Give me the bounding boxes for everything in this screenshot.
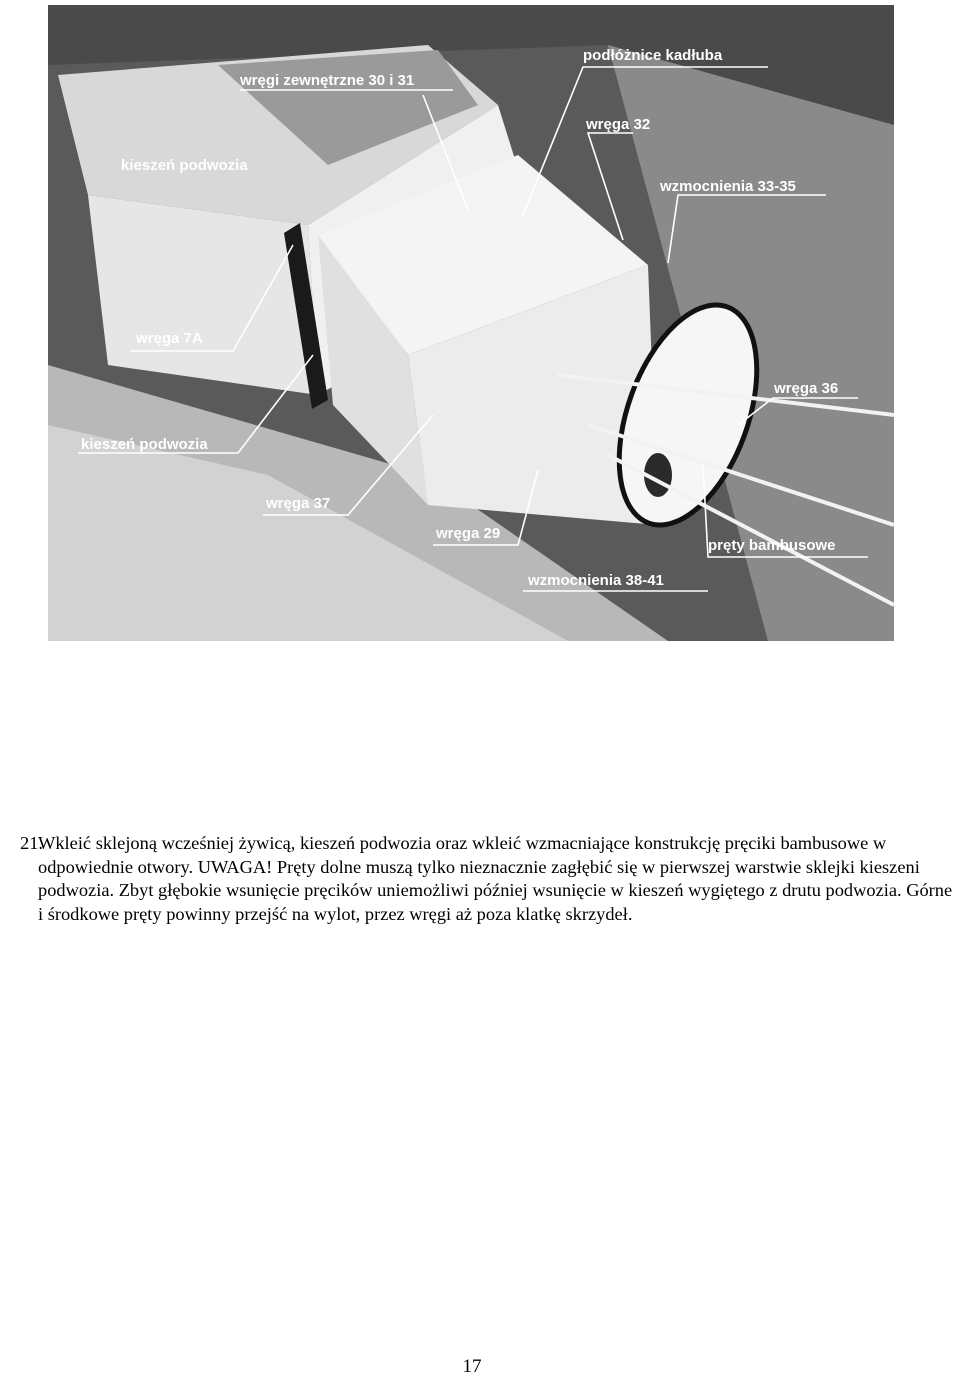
label-wregi-zewnetrzne: wręgi zewnętrzne 30 i 31: [240, 72, 415, 89]
step-number: 21.: [20, 833, 43, 853]
label-wrega-32: wręga 32: [586, 116, 651, 133]
instruction-paragraph: [20, 832, 955, 926]
label-wzmocnienia-33-35: wzmocnienia 33-35: [660, 178, 796, 195]
label-wrega-7a: wręga 7A: [136, 330, 203, 347]
label-wrega-37: wręga 37: [266, 495, 331, 512]
page-number: 17: [462, 1356, 482, 1377]
label-wzmocnienia-38-41: wzmocnienia 38-41: [528, 572, 664, 589]
label-wrega-29: wręga 29: [436, 525, 501, 542]
model-photo: [48, 5, 894, 641]
label-wrega-36: wręga 36: [774, 380, 839, 397]
label-prety-bambusowe: pręty bambusowe: [708, 537, 836, 554]
label-kieszen-podwozia-top: kieszeń podwozia: [121, 157, 248, 174]
label-kieszen-podwozia-left: kieszeń podwozia: [81, 436, 208, 453]
fuselage-illustration: [48, 5, 894, 641]
step-text: Wkleić sklejoną wcześniej żywicą, kieszeń podwozia oraz wkleić wzmacniające konstrukcję pręciki bambusowe w odpowiednie otwory. UWAGA! Pręty dolne muszą tylko nieznacznie zagłębić się w pierwszej warstwie sklejki kieszeni podwozia. Zbyt głębokie wsunięcie pręcików uniemożliwi później wsunięcie w kieszeń wygiętego z drutu podwozia. Górne i środkowe pręty powinny przejść na wylot, przez wręgi aż poza klatkę skrzydeł.: [38, 833, 953, 924]
label-podloznice: podłóżnice kadłuba: [583, 47, 723, 64]
